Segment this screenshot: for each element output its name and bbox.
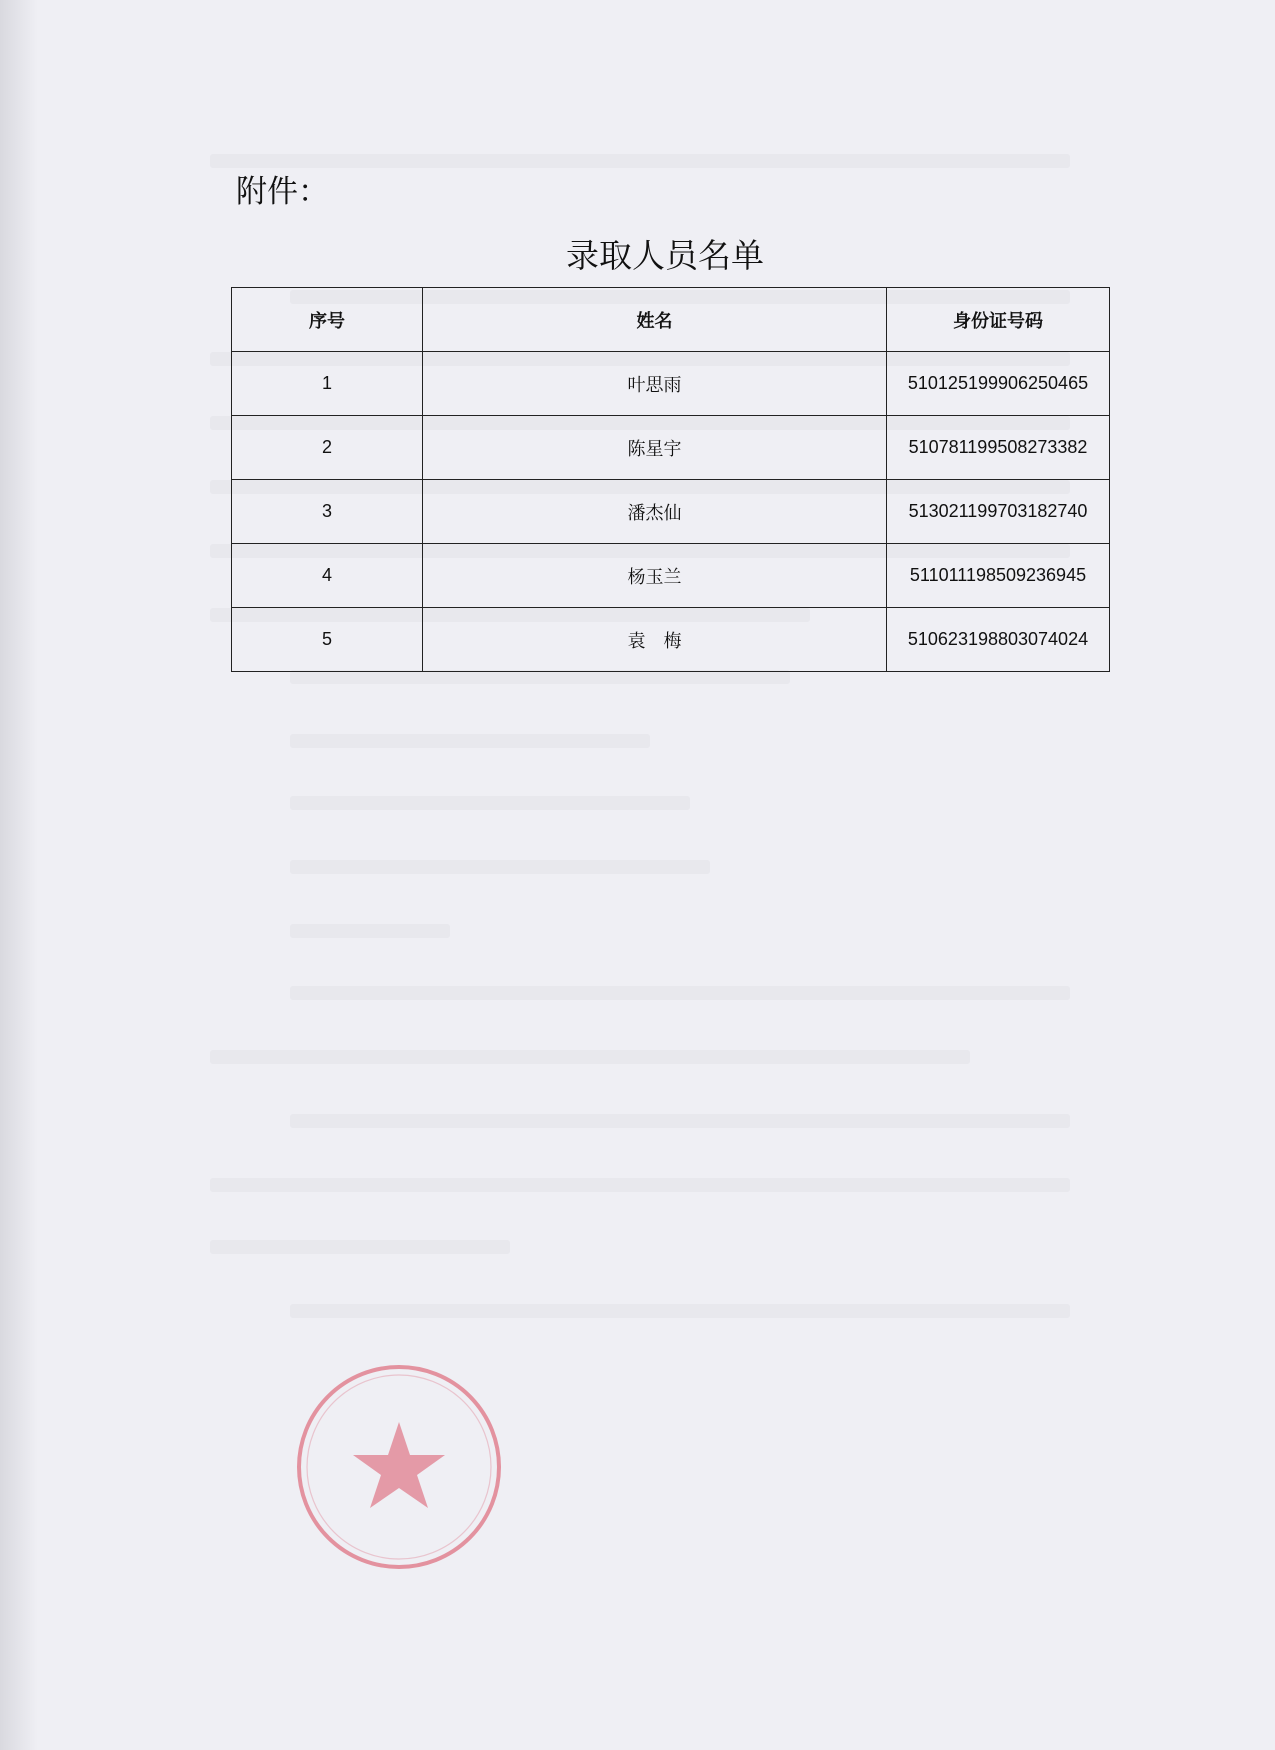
column-header-seq: 序号 bbox=[232, 288, 423, 352]
table-header-row bbox=[232, 288, 1110, 352]
attachment-label: 附件： bbox=[236, 174, 329, 210]
cell-name: 叶思雨 bbox=[423, 352, 887, 416]
table-row bbox=[232, 480, 1110, 544]
admitted-personnel-table bbox=[231, 287, 1110, 672]
column-header-id: 身份证号码 bbox=[887, 288, 1110, 352]
table-row bbox=[232, 416, 1110, 480]
table-row bbox=[232, 352, 1110, 416]
cell-seq: 2 bbox=[232, 416, 423, 480]
cell-id-number: 513021199703182740 bbox=[887, 480, 1110, 544]
cell-seq: 3 bbox=[232, 480, 423, 544]
cell-seq: 4 bbox=[232, 544, 423, 608]
red-seal-stamp bbox=[292, 1360, 507, 1575]
cell-seq: 1 bbox=[232, 352, 423, 416]
cell-name: 袁 梅 bbox=[423, 608, 887, 672]
cell-name: 杨玉兰 bbox=[423, 544, 887, 608]
cell-id-number: 511011198509236945 bbox=[887, 544, 1110, 608]
cell-name: 陈星宇 bbox=[423, 416, 887, 480]
star-icon bbox=[353, 1422, 445, 1508]
document-title: 录取人员名单 bbox=[566, 236, 764, 275]
column-header-name: 姓名 bbox=[423, 288, 887, 352]
cell-id-number: 510781199508273382 bbox=[887, 416, 1110, 480]
table-row bbox=[232, 608, 1110, 672]
table-row bbox=[232, 544, 1110, 608]
cell-id-number: 510125199906250465 bbox=[887, 352, 1110, 416]
cell-seq: 5 bbox=[232, 608, 423, 672]
cell-id-number: 510623198803074024 bbox=[887, 608, 1110, 672]
cell-name: 潘杰仙 bbox=[423, 480, 887, 544]
